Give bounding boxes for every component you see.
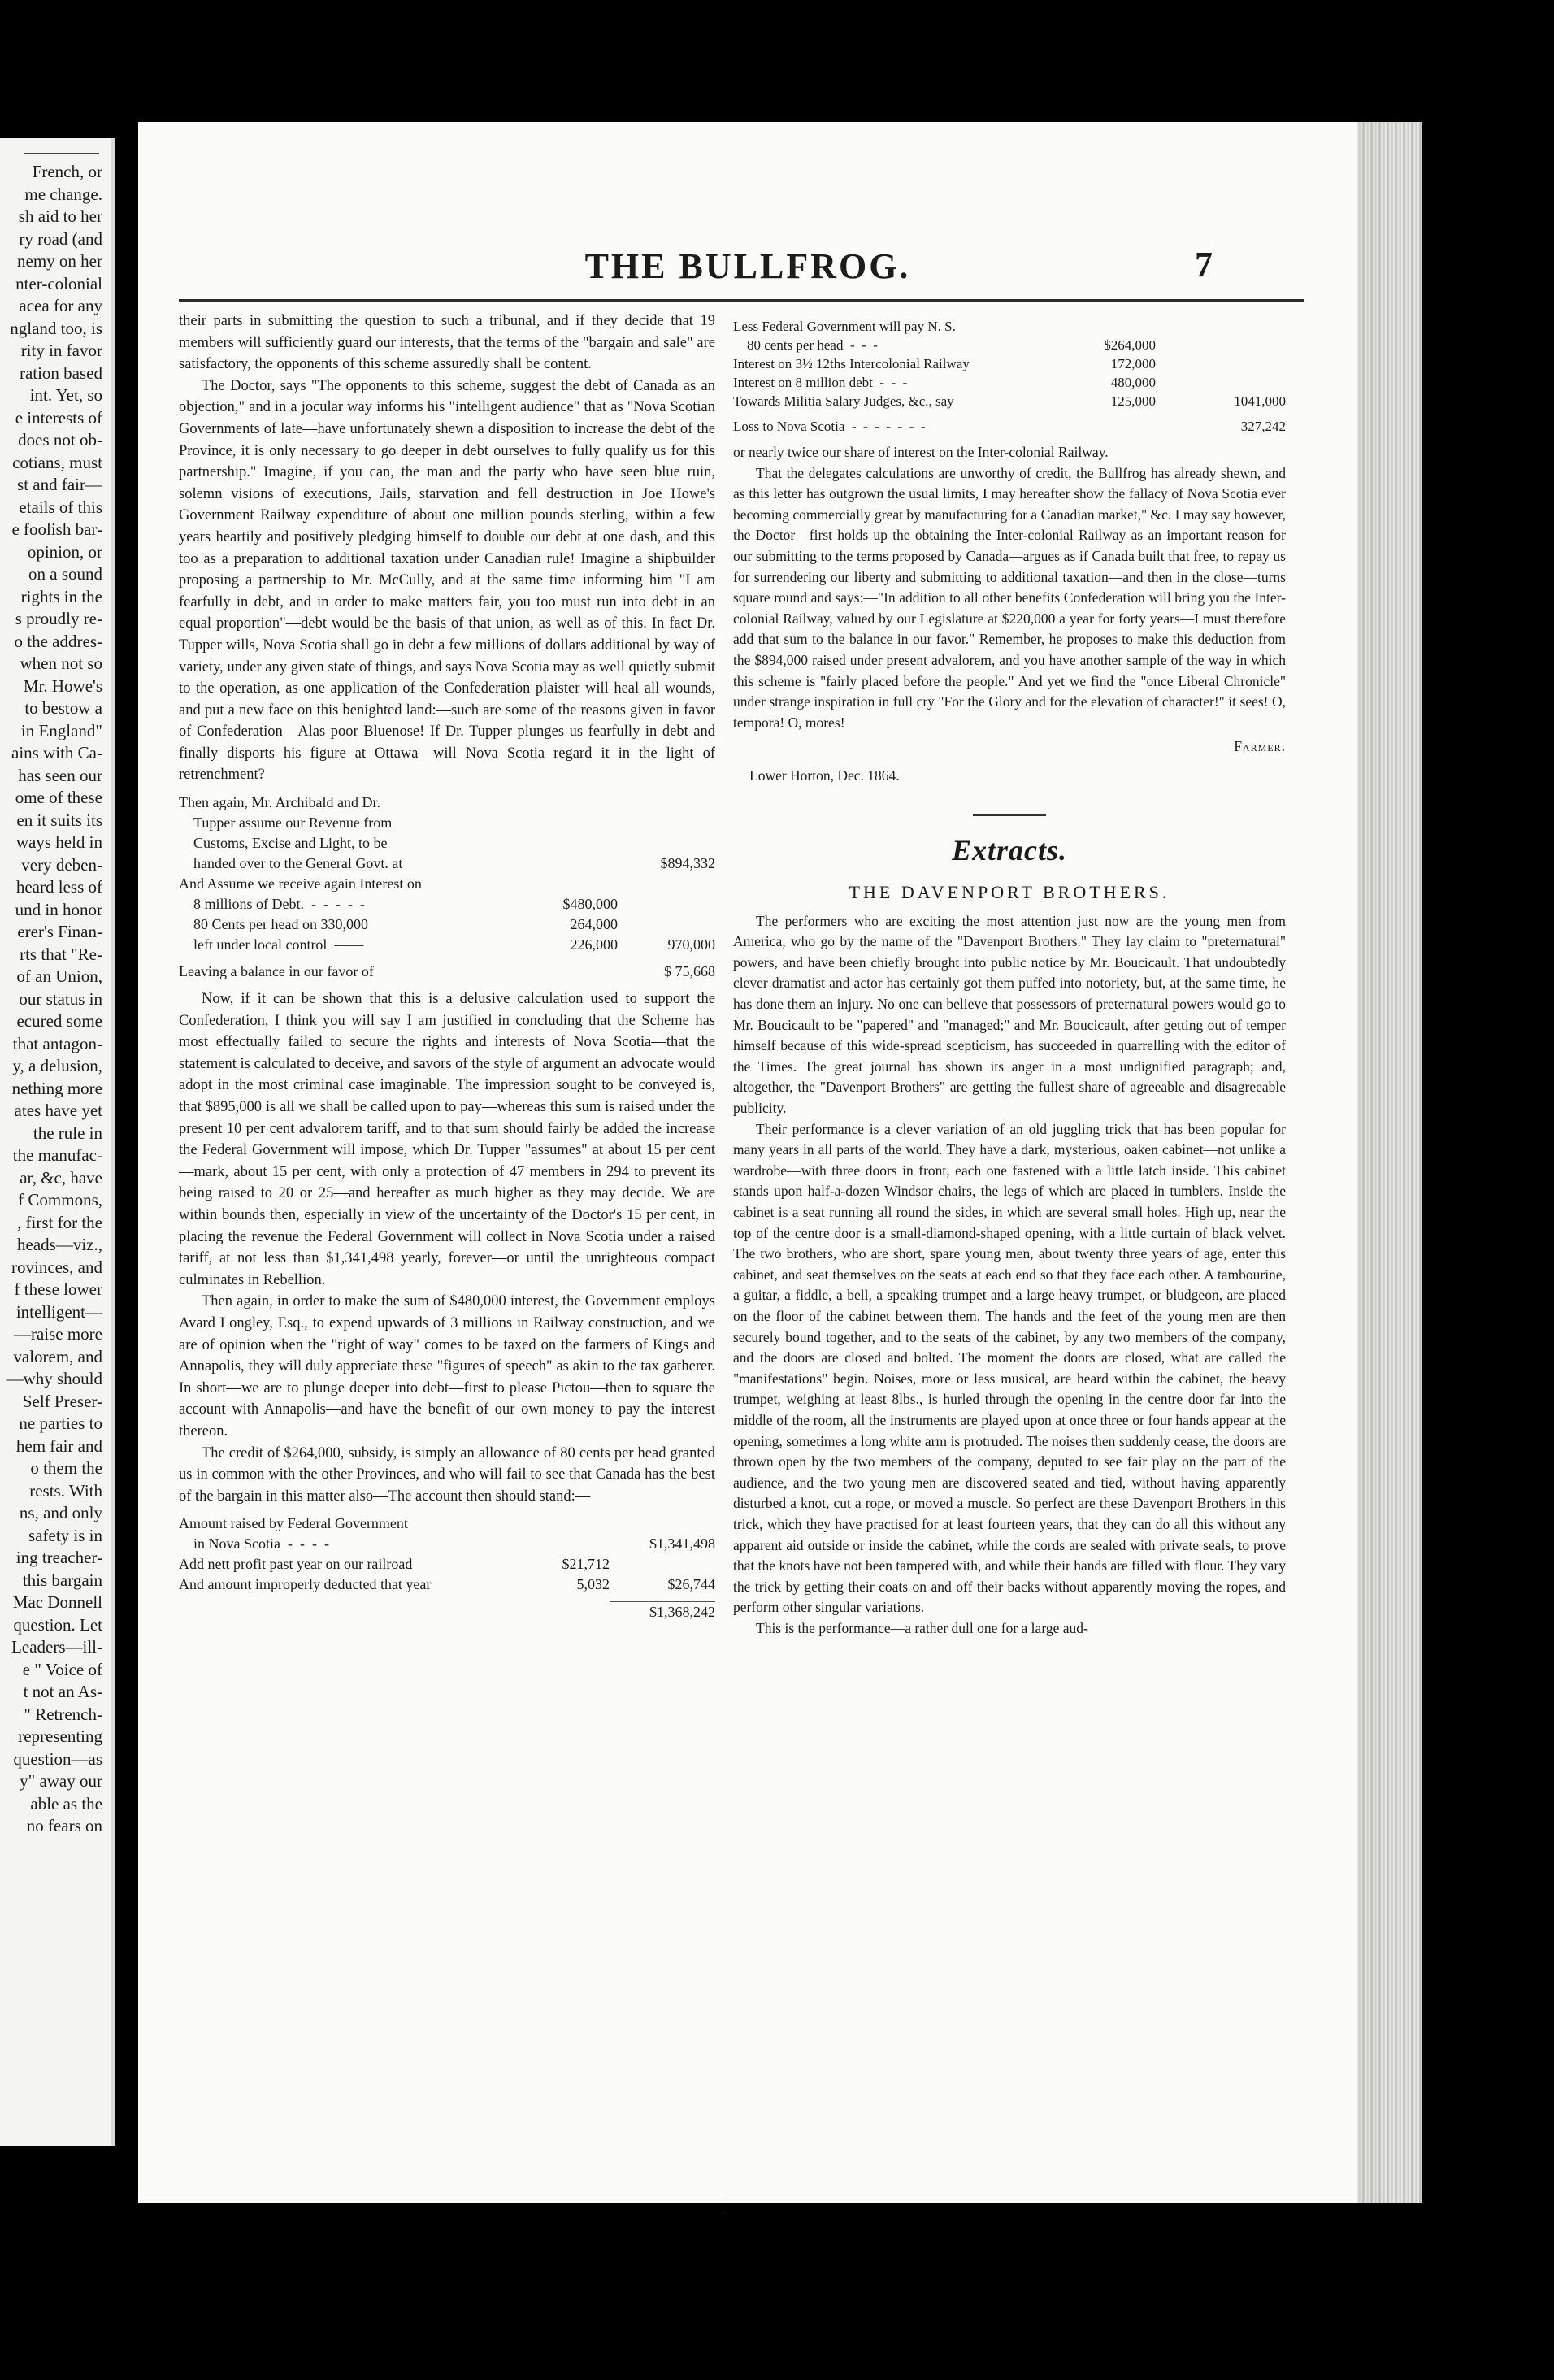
ledger-label: And Assume we receive again Interest on [179, 875, 422, 892]
facing-page-line: opinion, or [27, 541, 102, 562]
facing-page-line: French, or [32, 162, 102, 181]
page-number: 7 [1195, 245, 1213, 284]
ledger-amount [610, 1514, 715, 1534]
facing-page-line: hem fair and [15, 1435, 102, 1456]
ledger-amount [1156, 373, 1286, 392]
facing-page-rule [24, 153, 99, 154]
ledger-amount [536, 874, 618, 894]
facing-page-line: ration based [19, 363, 102, 383]
facing-page-line: in England" [20, 720, 102, 740]
facing-page-line: Mr. Howe's [23, 675, 102, 696]
facing-page-line: int. Yet, so [29, 385, 102, 405]
facing-page-line: ates have yet [14, 1101, 102, 1120]
facing-page-line: f Commons, [18, 1190, 102, 1210]
book-page-edge [1357, 122, 1422, 2203]
article-title: THE DAVENPORT BROTHERS. [849, 882, 1170, 903]
ledger-amount: 264,000 [570, 916, 618, 933]
ledger-amount: 172,000 [1110, 356, 1156, 371]
ledger-label: And amount improperly deducted that year [179, 1576, 432, 1593]
facing-page-line: st and fair— [17, 475, 102, 494]
loss-value: 327,242 [1240, 419, 1286, 434]
facing-page-line: ing treacher- [15, 1548, 102, 1567]
loss-row [733, 417, 1286, 436]
ledger-amount [618, 793, 715, 813]
facing-page-line: sh aid to her [18, 206, 102, 226]
ledger-amount: $480,000 [562, 896, 618, 913]
facing-page-line: ways held in [15, 832, 102, 852]
ledger-amount [1156, 336, 1286, 354]
facing-page-line: on a sound [28, 564, 102, 584]
facing-page-line: ains with Ca- [11, 743, 102, 762]
dateline: Lower Horton, Dec. 1864. [749, 767, 900, 784]
ledger-label: Add nett profit past year on our railroad [179, 1556, 413, 1573]
ledger-amount [618, 914, 715, 935]
account-ledger [179, 1514, 715, 1595]
page-title: THE BULLFROG. [584, 246, 911, 286]
loss-label: Loss to Nova Scotia - - - - - - - [733, 419, 926, 434]
paragraph: Their performance is a clever variation of an old juggling trick that has been popular for many years in all parts of the world. They have a dark, mysterious, oaken cabinet—not unlike a wardrobe—with three doors in front, each one fastened with a little latch inside. This cabinet stands upon half-a-dozen Windsor chairs, the legs of which are placed in tumblers. Inside the cabinet is a seat running all round the sides, in which are several small holes. High up, near the top of the centre door is a small-diamond-shaped opening, with a little curtain of black velvet. The two brothers, who are short, spare young men, about twenty three years of age, enter this cabinet, and seat themselves on the seats at each end so that they face each other. A tambourine, a guitar, a fiddle, a bell, a speaking trumpet and a large heavy trumpet, or bludgeon, are placed on the floor of the cabinet between them. The hands and the feet of the young men are then securely bound together, and to the seats of the cabinet, by any two members of the company, and the doors are closed and bolted. The moment the doors are closed, what are called the "manifestations" begin. Noises, more or less musical, are heard within the cabinet, the heavy trumpet, weighing at least 8lbs., is hurled through the opening in the centre door far into the middle of the room, all the instruments are played upon at once three or four hands appear at the opening, sometimes a long white arm is protruded. The noises then suddenly cease, the doors are thrown open by the two members of the company, deputed to see fair play on the part of the audience, and the two young men are discovered seated and tied, without having apparently disturbed a knot, cut a rope, or moved a muscle. So perfect are these Davenport Brothers in this trick, which they have practised for at least fourteen years, that they can do all this without any apparent aid outside or inside the cabinet, while the cords are sealed with private seals, to prove that the knots have not been tampered with, and while their hands are filled with flour. They vary the trick by getting their coats on and off their backs without apparently moving the ropes, and perform other singular variations. [733, 1120, 1286, 1616]
facing-page-line: e foolish bar- [11, 519, 102, 539]
ledger-label: left under local control —— [179, 936, 364, 953]
ledger-amount [528, 1514, 610, 1534]
facing-page-line: valorem, and [13, 1346, 102, 1366]
ledger-label: Towards Militia Salary Judges, &c., say [733, 393, 954, 409]
facing-page-line: Mac Donnell [12, 1592, 102, 1612]
ledger-amount: 480,000 [1110, 375, 1156, 390]
facing-page-line: that antagon- [12, 1033, 102, 1053]
ledger-label: Customs, Excise and Light, to be [179, 835, 388, 852]
ledger-amount: $26,744 [667, 1576, 715, 1593]
revenue-ledger [179, 793, 715, 955]
federal-ledger [733, 317, 1286, 410]
facing-page-line: rity in favor [20, 341, 102, 360]
ledger-amount [1156, 317, 1286, 336]
paragraph: This is the performance—a rather dull one for a large aud- [756, 1619, 1088, 1636]
facing-page-line: Self Preser- [22, 1391, 102, 1411]
facing-page-line: cotians, must [12, 452, 102, 472]
ledger-amount: 226,000 [570, 936, 618, 953]
section-heading: Extracts. [951, 833, 1067, 866]
ledger-label: 80 cents per head - - - [733, 337, 878, 353]
facing-page-line: nter-colonial [15, 273, 102, 293]
facing-page-line: ns, and only [19, 1503, 102, 1522]
facing-page-line: etails of this [19, 497, 102, 517]
facing-page-line: heads—viz., [17, 1235, 102, 1254]
ledger-amount: 970,000 [667, 936, 715, 953]
facing-page-line: —raise more [13, 1324, 102, 1344]
facing-page-line: no fears on [26, 1816, 102, 1835]
left-column [179, 311, 715, 1629]
account-total: $1,368,242 [610, 1601, 715, 1622]
facing-page-line: o the addres- [14, 631, 102, 651]
facing-page-line: Leaders—ill- [11, 1637, 102, 1657]
ledger-amount [618, 813, 715, 833]
right-column [733, 311, 1286, 1639]
facing-page-line: safety is in [28, 1525, 102, 1545]
facing-page-line: ar, &c, have [20, 1167, 102, 1188]
paragraph: The Doctor, says "The opponents to this scheme, suggest the debt of Canada as an objection," and in a jocular way informs his "intelligent audience" that as "Nova Scotian Governments of late—have unfortunately shewn a disposition to increase the debt of the Province, it is only necessary to go deeper in debt ourselves to fully qualify us for this partnership." Imagine, if you can, the man and the party who have seen blue ruin, solemn visions of executions, Jails, starvation and fell destruction in Joe Howe's Government Railway expenditure of about one million pounds sterling, within a few years heartily and positively pledging himself to double our debt at one dash, and this too as a preparation to additional taxation under Canadian rule! Imagine a shipbuilder proposing a partnership to Mr. McCully, and at the same time informing him "I am fearfully in debt, and in order to make matters fair, you too must run into debt in an equal proportion"—debt would be the basis of that union, as well as of this. In fact Dr. Tupper wills, Nova Scotia shall go in debt a few millions of dollars additional by way of variety, under any given state of things, and says Nova Scotia may as well quietly submit to the operation, as one application of the Confederation plaister will heal all wounds, and put a new face on this benighted land:—such are some of the reasons given in favor of Confederation—Alas poor Bluenose! If Dr. Tupper plunges us fearfully in debt and finally disports his figure at Ottawa—will Nova Scotia regard it in the light of retrenchment? [179, 377, 715, 784]
paragraph: The credit of $264,000, subsidy, is simply an allowance of 80 cents per head granted us in common with the other Provinces, and who will fail to see that Canada has the best of the bargain in this matter also—The account then should stand:— [179, 1444, 715, 1505]
ledger-amount [618, 874, 715, 894]
facing-page-line: y" away our [20, 1771, 102, 1791]
ledger-label: in Nova Scotia - - - - [179, 1535, 329, 1553]
ledger-amount [1042, 317, 1156, 336]
facing-page-line: ecured some [16, 1011, 102, 1031]
balance-row [179, 962, 715, 982]
facing-page-line: e " Voice of [22, 1659, 102, 1679]
ledger-label: Then again, Mr. Archibald and Dr. [179, 794, 380, 811]
facing-page-line: e interests of [15, 407, 102, 428]
ledger-amount [528, 1534, 610, 1554]
ledger-amount: $21,712 [562, 1556, 610, 1573]
facing-page-line: does not ob- [18, 430, 102, 450]
facing-page-fragment [0, 138, 115, 2146]
ledger-amount [536, 853, 618, 874]
ledger-label: Interest on 3½ 12ths Intercolonial Railway [733, 356, 970, 371]
header-rule [179, 299, 1304, 302]
facing-page-line: rights in the [20, 586, 102, 606]
facing-page-line: heard less of [15, 877, 102, 897]
facing-page-line: the rule in [33, 1123, 102, 1143]
newspaper-page [138, 122, 1357, 2203]
facing-page-line: nething more [11, 1078, 102, 1098]
ledger-label: Less Federal Government will pay N. S. [733, 319, 956, 334]
facing-page-line: en it suits its [16, 810, 102, 830]
ledger-amount [536, 813, 618, 833]
ledger-label: 80 Cents per head on 330,000 [179, 916, 368, 933]
section-rule [973, 814, 1046, 816]
facing-page-line: acea for any [19, 296, 102, 315]
paragraph: That the delegates calculations are unworthy of credit, the Bullfrog has already shewn, and as this letter has outgrown the usual limits, I may hereafter show the fallacy of Nova Scotia ever becoming commercially great by manufacturing for a Canadian market," &c. I may say however, the Doctor—first holds up the obtaining the Inter-colonial Railway as an important reason for our submitting to the terms proposed by Canada—argues as if Canada built that free, to repay us for surrendering our liberty and submitting to additional taxation—and then in the close—turns square round and says:—"In addition to all other benefits Confederation will bring you the Inter-colonial Railway, valued by our Legislature at $220,000 a year for forty years—I must therefore add that sum to the balance in our favor." Remember, he proposes to make this deduction from the $894,000 raised under present advalorem, and you have another sample of the way in which this scheme is "fairly placed before the people." And yet we find the "once Liberal Chronicle" under strange inspiration in full cry "For the Glory and for the elevation of character!" it sees! O, tempora! O, mores! [733, 464, 1286, 731]
facing-page-line: rests. With [29, 1480, 102, 1501]
facing-page-line: when not so [20, 654, 102, 673]
facing-page-line: of an Union, [16, 966, 102, 986]
facing-page-line: intelligent— [15, 1301, 102, 1322]
ledger-amount [618, 833, 715, 853]
facing-page-line: nemy on her [17, 251, 102, 271]
balance-value: $ 75,668 [664, 963, 715, 980]
facing-page-line: question—as [13, 1748, 102, 1769]
facing-page-line: has seen our [18, 765, 102, 785]
facing-page-line: me change. [24, 184, 102, 204]
paragraph: Now, if it can be shown that this is a delusive calculation used to support the Confederation, I think you will say I am justified in concluding that the Scheme has most effectually failed to secure the rights and interests of Nova Scotia—that the statement is calculated to deceive, and savors of the style of argument an advocate would adopt in the most criminal case imaginable. The impression sought to be conveyed is, that $895,000 is all we shall be called upon to pay—whereas this sum is raised under the present 10 per cent advalorem tariff, and to that sum should fairly be added the increase the Federal Government will impose, which Dr. Tupper "assumes" at about 15 per cent—mark, about 15 per cent, with only a protection of 47 members in 294 to prevent its being raised to 20 or 25—and hereafter as much higher as they may decide. We are within bounds then, especially in view of the uncertainty of the Doctor's 15 per cent, in placing the revenue the Federal Government will collect in Nova Scotia under a raised tariff, at not less than $1,341,498 yearly, forever—or until the unrighteous compact culminates in Rebellion. [179, 991, 715, 1288]
paragraph: Then again, in order to make the sum of $480,000 interest, the Government employs Avard Longley, Esq., to expend upwards of 3 millions in Railway construction, and we are of opinion when the "right of way" comes to be taxed on the farmers of Kings and Annapolis, they will duly appreciate these "figures of speech" as akin to the tax gatherer. In short—we are to plunge deeper into debt—first to please Pictou—then to square the account with Annapolis—and have the benefit of our own money to pay the interest thereon. [179, 1293, 715, 1440]
balance-label: Leaving a balance in our favor of [179, 963, 374, 980]
ledger-label: 8 millions of Debt. - - - - - [179, 896, 365, 913]
account-total-row [179, 1601, 715, 1622]
ledger-amount [536, 833, 618, 853]
signature: Farmer. [1234, 738, 1286, 755]
paragraph: or nearly twice our share of interest on the Inter-colonial Railway. [733, 444, 1109, 460]
ledger-label: Interest on 8 million debt - - - [733, 375, 908, 390]
facing-page-line: ne parties to [19, 1414, 102, 1433]
ledger-label: Amount raised by Federal Government [179, 1515, 408, 1532]
facing-page-line: to bestow a [24, 698, 102, 718]
ledger-amount [536, 793, 618, 813]
facing-page-line: rovinces, and [11, 1257, 102, 1277]
facing-page-line: the manufac- [12, 1145, 102, 1165]
ledger-amount: 1041,000 [1234, 393, 1286, 409]
facing-page-line: —why should [6, 1369, 102, 1388]
ledger-amount [610, 1554, 715, 1574]
facing-page-line: able as the [30, 1793, 102, 1813]
facing-page-line: question. Let [13, 1614, 102, 1635]
facing-page-line: representing [18, 1726, 102, 1746]
ledger-amount: 5,032 [576, 1576, 610, 1593]
ledger-label: handed over to the General Govt. at [179, 855, 403, 872]
ledger-amount: $894,332 [660, 855, 715, 872]
ledger-amount: 125,000 [1110, 393, 1156, 409]
ledger-amount: $264,000 [1104, 337, 1156, 353]
facing-page-line: t not an As- [23, 1682, 102, 1701]
ledger-amount: $1,341,498 [649, 1535, 715, 1553]
facing-page-line: ome of these [15, 788, 102, 807]
facing-page-line: " Retrench- [24, 1704, 102, 1724]
facing-page-line: our status in [19, 988, 102, 1009]
facing-page-line: o them the [30, 1458, 102, 1478]
facing-page-line: ngland too, is [10, 318, 102, 338]
facing-page-line: ry road (and [19, 228, 102, 249]
ledger-label: Tupper assume our Revenue from [179, 814, 393, 832]
facing-page-line: und in honor [15, 899, 102, 919]
paragraph: their parts in submitting the question to such a tribunal, and if they decide that 19 members will sufficiently guard our interests, that the terms of the "bargain and sale" are satisfactory, the opponents of this scheme assuredly shall be content. [179, 313, 715, 373]
facing-page-line: f these lower [14, 1279, 102, 1299]
facing-page-line: rts that "Re- [20, 944, 102, 964]
facing-page-line: erer's Finan- [17, 922, 102, 941]
facing-page-text [0, 161, 111, 1838]
facing-page-line: , first for the [17, 1212, 102, 1232]
facing-page-line: this bargain [22, 1570, 102, 1590]
paragraph: The performers who are exciting the most attention just now are the young men from America, who go by the name of the "Davenport Brothers." They lay claim to "preternatural" powers, and have been chiefly brought into public notice by Mr. Boucicault. That undoubtedly clever dramatist and actor has certainly got them puffed into notoriety, but, at the same time, he has done them an injury. No one can believe that possessors of preternatural powers would go to Mr. Boucicault to be "papered" and "managed;" and Mr. Boucicault, after getting out of temper himself because of this wide-spread scepticism, has succeeded in quarrelling with the editor of the Times. The great journal has shown its anger in a most undignified paragraph; and, altogether, the "Davenport Brothers" are getting the fullest share of agreeable and disagreeable publicity. [733, 912, 1286, 1117]
facing-page-line: s proudly re- [15, 609, 102, 628]
facing-page-line: very deben- [21, 854, 102, 875]
ledger-amount [618, 894, 715, 914]
ledger-amount [1156, 354, 1286, 373]
facing-page-line: y, a delusion, [12, 1056, 102, 1075]
